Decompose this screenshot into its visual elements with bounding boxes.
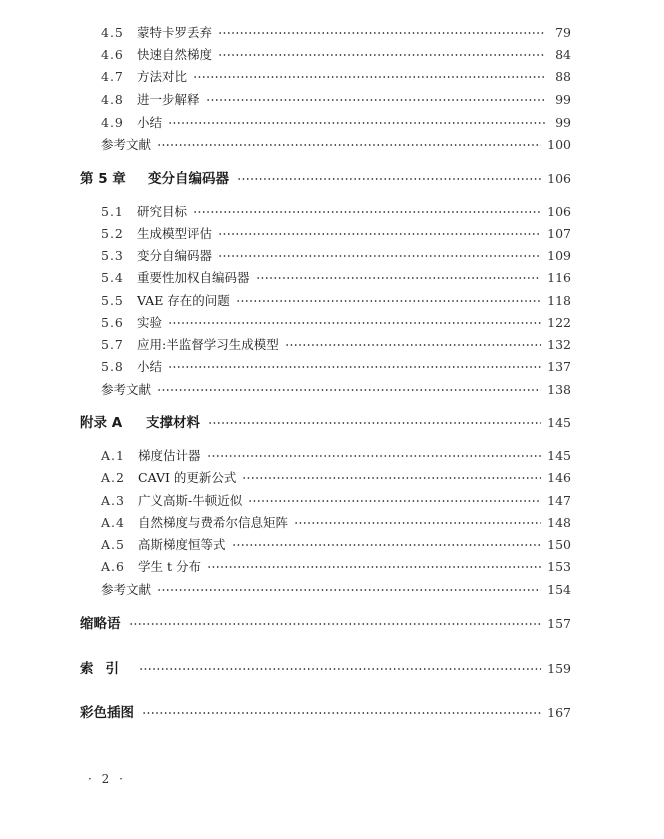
references-title: 参考文献 [101, 137, 152, 152]
toc-abbreviations[interactable] [80, 615, 571, 633]
chapter-title: 变分自编码器 [148, 171, 229, 187]
dot-leader [157, 589, 541, 591]
dot-leader [232, 544, 542, 546]
toc-chapter-5[interactable] [80, 170, 571, 188]
page-number: 137 [547, 359, 571, 374]
page-number: 153 [547, 559, 571, 574]
toc-entry[interactable] [101, 46, 571, 64]
section-title: 小结 [137, 115, 163, 130]
toc-references[interactable] [101, 381, 571, 399]
page-number: 147 [547, 493, 571, 508]
toc-entry[interactable] [101, 247, 571, 265]
section-number: A.4 [101, 515, 125, 530]
page-number: 167 [547, 705, 571, 720]
toc-entry[interactable] [101, 269, 571, 287]
section-number: 5.6 [101, 315, 124, 330]
section-number: 4.9 [101, 115, 124, 130]
index-title: 索引 [80, 661, 131, 677]
toc-entry[interactable] [101, 225, 571, 243]
references-title: 参考文献 [101, 382, 152, 397]
page-number: 122 [547, 315, 571, 330]
section-title: 重要性加权自编码器 [137, 270, 250, 285]
toc-entry[interactable] [101, 514, 571, 532]
section-number: A.1 [101, 448, 125, 463]
dot-leader [236, 300, 541, 302]
section-number: 5.7 [101, 337, 124, 352]
dot-leader [218, 32, 545, 34]
toc-entry[interactable] [101, 203, 571, 221]
page-number: 138 [547, 382, 571, 397]
section-title: 研究目标 [137, 204, 188, 219]
page-number: 100 [547, 137, 571, 152]
section-title: CAVI 的更新公式 [138, 470, 237, 485]
section-title: 学生 t 分布 [138, 559, 201, 574]
section-title: 进一步解释 [137, 92, 200, 107]
section-number: 4.8 [101, 92, 124, 107]
toc-entry[interactable] [101, 314, 571, 332]
page-number: 145 [547, 448, 571, 463]
section-title: 生成模型评估 [137, 226, 213, 241]
toc-entry[interactable] [101, 292, 571, 310]
toc-entry[interactable] [101, 336, 571, 354]
section-number: 5.5 [101, 293, 124, 308]
page-number: 154 [547, 582, 571, 597]
toc-entry[interactable] [101, 536, 571, 554]
page-number: 145 [547, 415, 571, 430]
section-number: 5.1 [101, 204, 124, 219]
dot-leader [129, 623, 542, 625]
toc-references[interactable] [101, 581, 571, 599]
section-number: 4.6 [101, 47, 124, 62]
section-number: A.3 [101, 493, 125, 508]
abbreviations-title: 缩略语 [80, 616, 121, 632]
dot-leader [218, 255, 541, 257]
section-title: 方法对比 [137, 69, 188, 84]
dot-leader [157, 389, 541, 391]
section-title: 小结 [137, 359, 163, 374]
toc-entry[interactable] [101, 114, 571, 132]
page-number: 148 [547, 515, 571, 530]
page-number: 106 [547, 171, 571, 186]
page-number: 146 [547, 470, 571, 485]
page-number: 107 [547, 226, 571, 241]
color-plates-title: 彩色插图 [80, 705, 134, 721]
dot-leader [168, 322, 541, 324]
page-number: 150 [547, 537, 571, 552]
page-number: 79 [555, 25, 571, 40]
dot-leader [208, 422, 541, 424]
section-title: 实验 [137, 315, 163, 330]
section-number: A.2 [101, 470, 125, 485]
section-title: 高斯梯度恒等式 [138, 537, 226, 552]
dot-leader [139, 668, 541, 670]
toc-entry[interactable] [101, 447, 571, 465]
page-number: 84 [555, 47, 571, 62]
toc-entry[interactable] [101, 91, 571, 109]
page-number: 159 [547, 661, 571, 676]
toc-color-plates[interactable] [80, 704, 571, 722]
toc-entry[interactable] [101, 68, 571, 86]
dot-leader [248, 500, 541, 502]
page-number: 99 [555, 92, 571, 107]
dot-leader [193, 76, 545, 78]
dot-leader [294, 522, 541, 524]
toc-appendix-a[interactable] [80, 414, 571, 432]
section-number: 5.2 [101, 226, 124, 241]
section-title: 广义高斯-牛顿近似 [138, 493, 243, 508]
dot-leader [218, 233, 541, 235]
page-number: 118 [547, 293, 571, 308]
chapter-label: 第 5 章 [80, 171, 126, 187]
dot-leader [142, 712, 541, 714]
page-number: 157 [547, 616, 571, 631]
dot-leader [218, 54, 545, 56]
section-number: 5.3 [101, 248, 124, 263]
section-title: 自然梯度与费希尔信息矩阵 [138, 515, 289, 530]
section-number: 5.8 [101, 359, 124, 374]
section-number: A.5 [101, 537, 125, 552]
toc-entry[interactable] [101, 558, 571, 576]
dot-leader [242, 477, 541, 479]
toc-index[interactable] [80, 660, 571, 678]
section-title: VAE 存在的问题 [137, 293, 230, 308]
section-title: 梯度估计器 [138, 448, 201, 463]
dot-leader [207, 566, 541, 568]
toc-entry[interactable] [101, 492, 571, 510]
section-number: A.6 [101, 559, 125, 574]
page-number: 88 [555, 69, 571, 84]
page-number: 109 [547, 248, 571, 263]
dot-leader [168, 366, 541, 368]
toc-entry[interactable] [101, 469, 571, 487]
page-number: 99 [555, 115, 571, 130]
dot-leader [207, 455, 542, 457]
section-title: 快速自然梯度 [137, 47, 213, 62]
section-title: 变分自编码器 [137, 248, 213, 263]
dot-leader [157, 144, 541, 146]
dot-leader [193, 211, 541, 213]
section-title: 蒙特卡罗丢弃 [137, 25, 213, 40]
section-title: 应用:半监督学习生成模型 [137, 337, 279, 352]
page-number: 106 [547, 204, 571, 219]
toc-references[interactable] [101, 136, 571, 154]
dot-leader [168, 122, 545, 124]
section-number: 4.5 [101, 25, 124, 40]
dot-leader [285, 344, 541, 346]
page-footer-number: · 2 · [88, 772, 126, 786]
appendix-title: 支撑材料 [146, 415, 200, 431]
appendix-label: 附录 A [80, 415, 123, 431]
references-title: 参考文献 [101, 582, 152, 597]
toc-entry[interactable] [101, 358, 571, 376]
toc-entry[interactable] [101, 24, 571, 42]
dot-leader [206, 99, 545, 101]
dot-leader [237, 178, 541, 180]
page-number: 132 [547, 337, 571, 352]
dot-leader [256, 277, 542, 279]
section-number: 5.4 [101, 270, 124, 285]
page-number: 116 [547, 270, 571, 285]
section-number: 4.7 [101, 69, 124, 84]
